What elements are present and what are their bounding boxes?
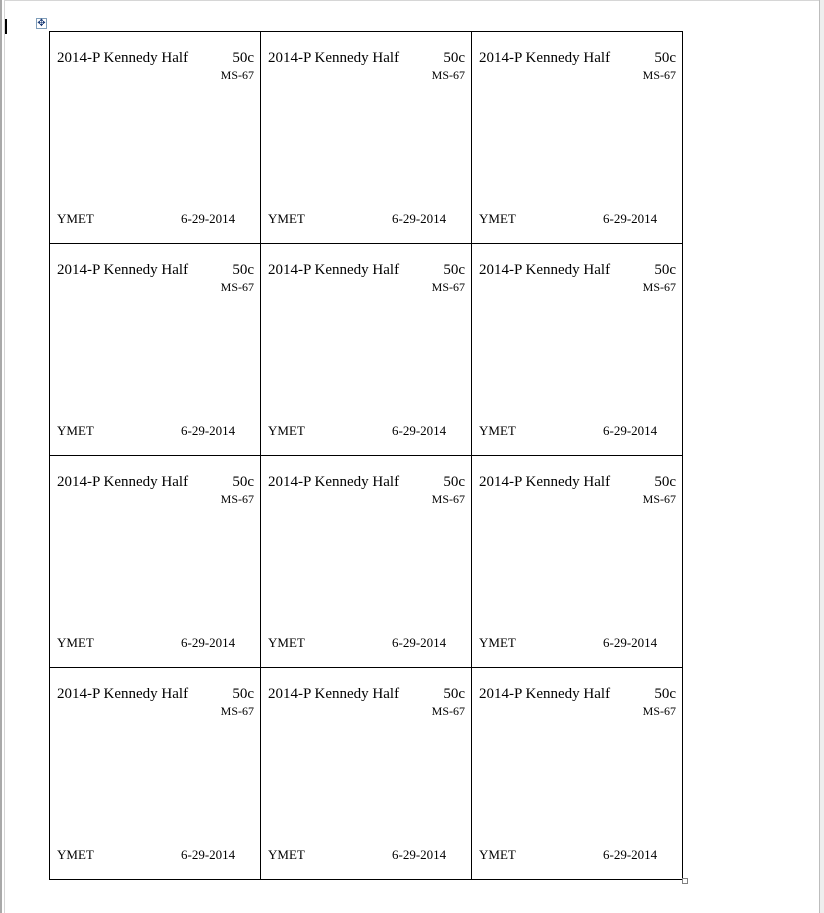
label-cell[interactable] — [472, 244, 683, 456]
label-date: 6-29-2014 — [392, 635, 447, 650]
coin-title: 2014-P Kennedy Half — [479, 474, 611, 490]
coin-label — [261, 244, 471, 455]
coin-title: 2014-P Kennedy Half — [479, 50, 611, 66]
coin-label — [50, 668, 260, 879]
label-cell[interactable] — [50, 456, 261, 668]
coin-label — [261, 668, 471, 879]
dealer-code: YMET — [57, 211, 94, 226]
coin-label — [261, 456, 471, 667]
label-cell[interactable] — [261, 32, 472, 244]
coin-denomination: 50c — [443, 50, 465, 66]
dealer-code: YMET — [268, 635, 305, 650]
workspace-right-background — [820, 0, 824, 913]
coin-denomination: 50c — [232, 686, 254, 702]
dealer-code: YMET — [57, 847, 94, 862]
label-date: 6-29-2014 — [603, 847, 658, 862]
coin-denomination: 50c — [443, 474, 465, 490]
dealer-code: YMET — [479, 211, 516, 226]
label-row — [50, 456, 683, 668]
coin-label — [472, 244, 682, 455]
coin-grade: MS-67 — [431, 280, 465, 294]
label-date: 6-29-2014 — [603, 423, 658, 438]
table-resize-handle-icon[interactable] — [682, 878, 688, 884]
label-row — [50, 32, 683, 244]
label-date: 6-29-2014 — [392, 847, 447, 862]
coin-label — [50, 244, 260, 455]
coin-denomination: 50c — [654, 262, 676, 278]
dealer-code: YMET — [479, 423, 516, 438]
coin-title: 2014-P Kennedy Half — [57, 474, 189, 490]
coin-grade: MS-67 — [642, 280, 676, 294]
label-row — [50, 244, 683, 456]
coin-label — [472, 668, 682, 879]
dealer-code: YMET — [268, 423, 305, 438]
coin-title: 2014-P Kennedy Half — [479, 686, 611, 702]
page-left-edge — [4, 0, 5, 913]
label-cell[interactable] — [261, 668, 472, 880]
page-top-edge — [4, 0, 820, 1]
dealer-code: YMET — [268, 211, 305, 226]
coin-grade: MS-67 — [642, 704, 676, 718]
coin-title: 2014-P Kennedy Half — [479, 262, 611, 278]
label-cell[interactable] — [472, 32, 683, 244]
label-cell[interactable] — [50, 32, 261, 244]
coin-label — [50, 32, 260, 243]
coin-denomination: 50c — [654, 686, 676, 702]
coin-title: 2014-P Kennedy Half — [268, 686, 400, 702]
dealer-code: YMET — [57, 423, 94, 438]
coin-grade: MS-67 — [220, 68, 254, 82]
label-table-body — [50, 32, 683, 880]
coin-label — [261, 32, 471, 243]
coin-title: 2014-P Kennedy Half — [268, 50, 400, 66]
coin-grade: MS-67 — [220, 492, 254, 506]
coin-denomination: 50c — [654, 50, 676, 66]
coin-title: 2014-P Kennedy Half — [57, 262, 189, 278]
label-cell[interactable] — [50, 244, 261, 456]
label-cell[interactable] — [261, 456, 472, 668]
label-date: 6-29-2014 — [181, 635, 236, 650]
label-cell[interactable] — [50, 668, 261, 880]
coin-denomination: 50c — [443, 686, 465, 702]
dealer-code: YMET — [57, 635, 94, 650]
dealer-code: YMET — [479, 635, 516, 650]
coin-label — [472, 32, 682, 243]
label-date: 6-29-2014 — [392, 211, 447, 226]
coin-grade: MS-67 — [220, 280, 254, 294]
coin-grade: MS-67 — [431, 492, 465, 506]
text-cursor — [5, 19, 7, 34]
coin-denomination: 50c — [232, 474, 254, 490]
label-cell[interactable] — [472, 456, 683, 668]
coin-grade: MS-67 — [642, 492, 676, 506]
label-cell[interactable] — [472, 668, 683, 880]
label-date: 6-29-2014 — [181, 847, 236, 862]
label-table[interactable] — [49, 31, 683, 880]
coin-title: 2014-P Kennedy Half — [268, 262, 400, 278]
window-left-border — [0, 0, 2, 913]
coin-title: 2014-P Kennedy Half — [57, 50, 189, 66]
label-cell[interactable] — [261, 244, 472, 456]
label-date: 6-29-2014 — [603, 211, 658, 226]
coin-title: 2014-P Kennedy Half — [268, 474, 400, 490]
coin-title: 2014-P Kennedy Half — [57, 686, 189, 702]
coin-grade: MS-67 — [642, 68, 676, 82]
label-date: 6-29-2014 — [181, 211, 236, 226]
label-date: 6-29-2014 — [181, 423, 236, 438]
label-row — [50, 668, 683, 880]
dealer-code: YMET — [479, 847, 516, 862]
coin-denomination: 50c — [654, 474, 676, 490]
coin-label — [50, 456, 260, 667]
coin-grade: MS-67 — [220, 704, 254, 718]
coin-denomination: 50c — [232, 262, 254, 278]
table-move-handle-icon[interactable]: ✥ — [37, 18, 46, 29]
coin-denomination: 50c — [232, 50, 254, 66]
dealer-code: YMET — [268, 847, 305, 862]
label-date: 6-29-2014 — [392, 423, 447, 438]
coin-label — [472, 456, 682, 667]
coin-grade: MS-67 — [431, 68, 465, 82]
coin-grade: MS-67 — [431, 704, 465, 718]
label-date: 6-29-2014 — [603, 635, 658, 650]
coin-denomination: 50c — [443, 262, 465, 278]
